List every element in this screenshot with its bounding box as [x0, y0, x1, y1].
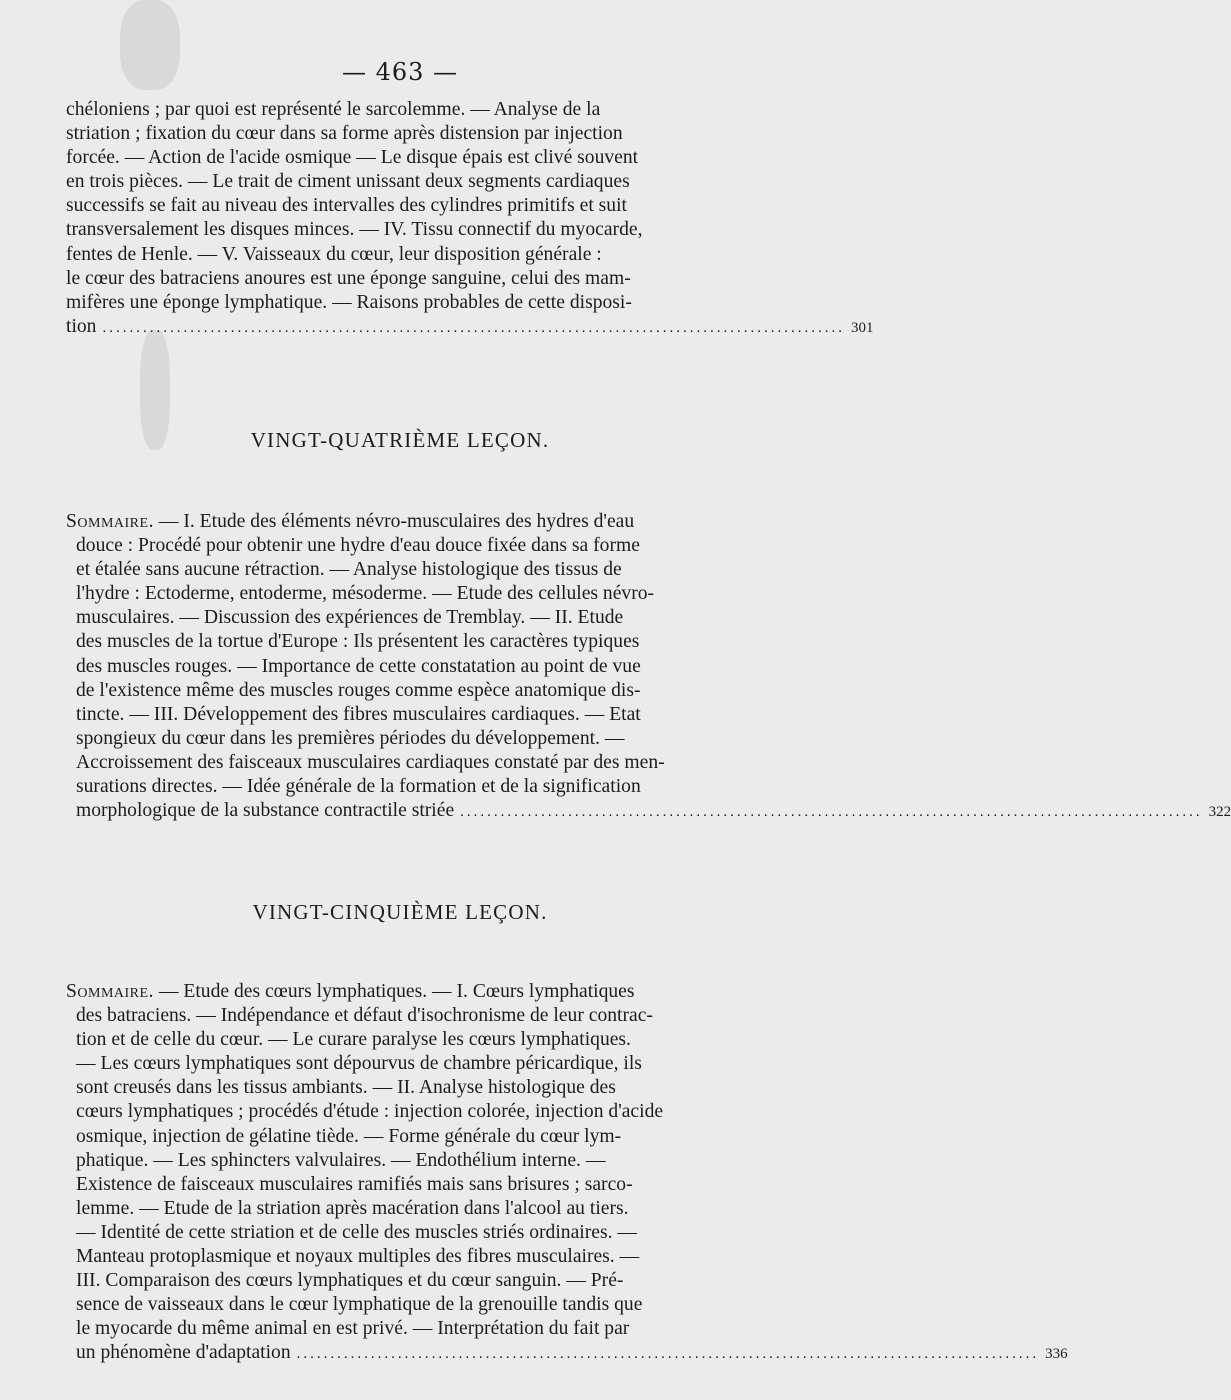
text-line: lemme. — Etude de la striation après macération dans l'alcool au tiers.	[76, 1197, 629, 1219]
text-line: tincte. — III. Développement des fibres musculaires cardiaques. — Etat	[76, 703, 641, 725]
text-line: sont creusés dans les tissus ambiants. — II. Analyse histologique des	[76, 1077, 616, 1099]
summary-first-line	[66, 510, 756, 534]
text-line: des batraciens. — Indépendance et défaut d'isochronisme de leur contrac-	[76, 1005, 653, 1027]
text-line: Manteau protoplasmique et noyaux multiples des fibres musculaires. —	[76, 1246, 640, 1268]
text-line: des muscles de la tortue d'Europe : Ils présentent les caractères typiques	[76, 631, 640, 653]
text-line: tion et de celle du cœur. — Le curare paralyse les cœurs lymphatiques.	[76, 1029, 631, 1051]
text-line: mifères une éponge lymphatique. — Raisons probables de cette disposi-	[66, 291, 632, 313]
page-number: — 463 —	[341, 58, 459, 86]
dot-leader: ..............................................................................................................	[460, 804, 1203, 821]
text-line: — I. Etude des éléments névro-musculaires des hydres d'eau	[153, 511, 635, 532]
text-line: spongieux du cœur dans les premières périodes du développement. —	[76, 727, 625, 749]
text-line: phatique. — Les sphincters valvulaires. — Endothélium interne. —	[76, 1149, 606, 1171]
text-line: de l'existence même des muscles rouges comme espèce anatomique dis-	[76, 679, 641, 701]
text-line: — Etude des cœurs lymphatiques. — I. Cœurs lymphatiques	[153, 981, 635, 1002]
text-line: sence de vaisseaux dans le cœur lymphatique de la grenouille tandis que	[76, 1294, 643, 1316]
text-line: musculaires. — Discussion des expériences de Tremblay. — II. Etude	[76, 607, 624, 629]
text-line: successifs se fait au niveau des intervalles des cylindres primitifs et suit	[66, 195, 627, 217]
text-line: douce : Procédé pour obtenir une hydre d'eau douce fixée dans sa forme	[76, 535, 640, 557]
text-line: le myocarde du même animal en est privé. — Interprétation du fait par	[76, 1318, 630, 1340]
lesson-summary	[66, 980, 1068, 1367]
text-line: des muscles rouges. — Importance de cette constatation au point de vue	[76, 655, 641, 677]
text-line: transversalement les disques minces. — IV. Tissu connectif du myocarde,	[66, 219, 643, 241]
text-line: — Les cœurs lymphatiques sont dépourvus de chambre péricardique, ils	[76, 1053, 642, 1075]
continued-summary	[66, 98, 874, 340]
dot-leader: ..............................................................................................................	[102, 319, 845, 336]
sommaire-label: Sommaire.	[66, 511, 154, 532]
lesson-summary	[66, 510, 1231, 824]
toc-entry-end	[76, 799, 1231, 824]
toc-entry-end	[66, 315, 874, 340]
text-line: et étalée sans aucune rétraction. — Analyse histologique des tissus de	[76, 559, 622, 581]
text-line: Accroissement des faisceaux musculaires cardiaques constaté par des men-	[76, 751, 665, 773]
text-line: morphologique de la substance contractile striée	[76, 800, 455, 822]
text-line: tion	[66, 315, 97, 337]
text-line: un phénomène d'adaptation	[76, 1342, 291, 1364]
text-line: striation ; fixation du cœur dans sa forme après distension par injection	[66, 123, 623, 145]
text-line: fentes de Henle. — V. Vaisseaux du cœur, leur disposition générale :	[66, 243, 602, 265]
dot-leader: ..............................................................................................................	[296, 1346, 1040, 1363]
toc-entry-end	[76, 1341, 1068, 1366]
text-line: forcée. — Action de l'acide osmique — Le disque épais est clivé souvent	[66, 147, 639, 169]
text-line: osmique, injection de gélatine tiède. — Forme générale du cœur lym-	[76, 1125, 622, 1147]
text-line: en trois pièces. — Le trait de ciment unissant deux segments cardiaques	[66, 171, 630, 193]
page-reference: 301	[850, 319, 874, 336]
summary-first-line	[66, 980, 756, 1004]
lesson-heading: VINGT-QUATRIÈME LEÇON.	[250, 428, 550, 452]
text-line: III. Comparaison des cœurs lymphatiques et du cœur sanguin. — Pré-	[76, 1270, 624, 1292]
page-reference: 336	[1045, 1346, 1068, 1363]
text-line: surations directes. — Idée générale de la formation et de la signification	[76, 776, 641, 798]
page-reference: 322	[1208, 804, 1231, 821]
text-line: — Identité de cette striation et de celle des muscles striés ordinaires. —	[76, 1221, 637, 1243]
text-line: chéloniens ; par quoi est représenté le sarcolemme. — Analyse de la	[66, 99, 601, 120]
sommaire-label: Sommaire.	[66, 981, 154, 1002]
lesson-heading: VINGT-CINQUIÈME LEÇON.	[252, 900, 548, 924]
text-line: cœurs lymphatiques ; procédés d'étude : injection colorée, injection d'acide	[76, 1101, 664, 1123]
text-line: l'hydre : Ectoderme, entoderme, mésoderme. — Etude des cellules névro-	[76, 583, 655, 605]
text-line: Existence de faisceaux musculaires ramifiés mais sans brisures ; sarco-	[76, 1173, 633, 1195]
text-line: le cœur des batraciens anoures est une éponge sanguine, celui des mam-	[66, 267, 631, 289]
